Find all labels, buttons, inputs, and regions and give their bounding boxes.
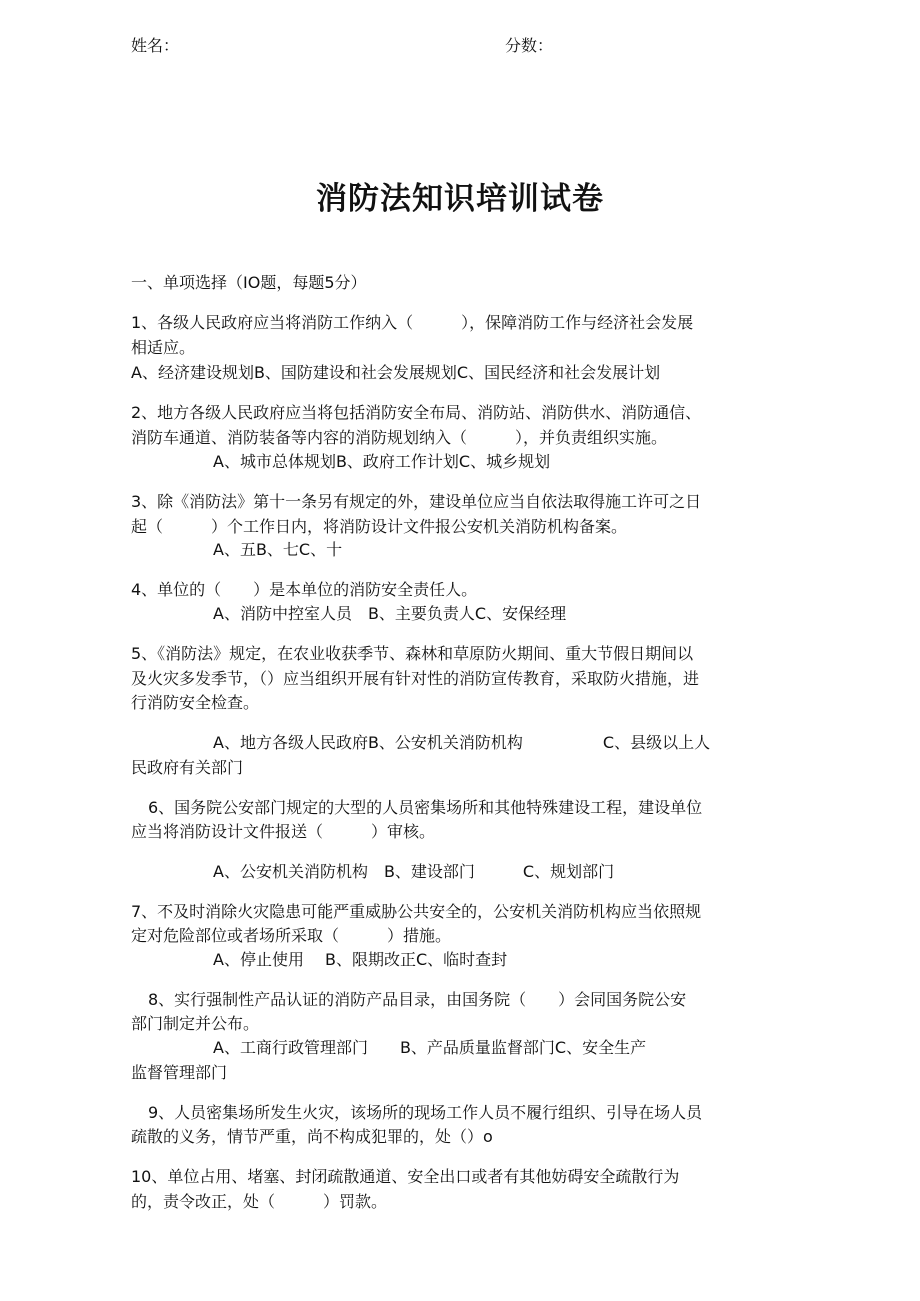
question-6-options: A、公安机关消防机构 B、建设部门 C、规划部门 [213, 862, 615, 881]
question-6-line-2: 应当将消防设计文件报送（ ）审核。 [131, 822, 436, 841]
question-2-options: A、城市总体规划B、政府工作计划C、城乡规划 [213, 452, 551, 471]
question-7-line-2: 定对危险部位或者场所采取（ ）措施。 [131, 926, 452, 945]
question-3-line-2: 起（ ）个工作日内，将消防设计文件报公安机关消防机构备案。 [131, 517, 628, 536]
question-10-line-2: 的，责令改正，处（ ）罚款。 [131, 1192, 388, 1211]
question-1-line-2: 相适应。 [131, 338, 196, 357]
score-label: 分数： [505, 36, 554, 55]
section-heading: 一、单项选择（IO题，每题5分） [131, 273, 367, 292]
question-6-line-1: 6、国务院公安部门规定的大型的人员密集场所和其他特殊建设工程，建设单位 [148, 798, 703, 817]
question-5-options-2: 民政府有关部门 [131, 758, 244, 777]
question-9-line-1: 9、人员密集场所发生火灾，该场所的现场工作人员不履行组织、引导在场人员 [148, 1103, 703, 1122]
question-2-line-2: 消防车通道、消防装备等内容的消防规划纳入（ ），并负责组织实施。 [131, 428, 668, 447]
question-9-line-2: 疏散的义务，情节严重，尚不构成犯罪的，处（）o [131, 1127, 493, 1146]
question-8-line-2: 部门制定并公布。 [131, 1014, 260, 1033]
question-3-line-1: 3、除《消防法》第十一条另有规定的外，建设单位应当自依法取得施工许可之日 [131, 492, 702, 511]
question-3-options: A、五B、七C、十 [213, 540, 343, 559]
question-10-line-1: 10、单位占用、堵塞、封闭疏散通道、安全出口或者有其他妨碍安全疏散行为 [131, 1167, 680, 1186]
question-4-options: A、消防中控室人员 B、主要负责人C、安保经理 [213, 604, 567, 623]
question-5-line-3: 行消防安全检查。 [131, 693, 260, 712]
question-1-line-1: 1、各级人民政府应当将消防工作纳入（ ），保障消防工作与经济社会发展 [131, 313, 694, 332]
question-7-line-1: 7、不及时消除火灾隐患可能严重威胁公共安全的，公安机关消防机构应当依照规 [131, 902, 702, 921]
question-5-line-2: 及火灾多发季节，（）应当组织开展有针对性的消防宣传教育，采取防火措施，进 [131, 669, 700, 688]
question-2-line-1: 2、地方各级人民政府应当将包括消防安全布局、消防站、消防供水、消防通信、 [131, 403, 702, 422]
question-5-line-1: 5、《消防法》规定，在农业收获季节、森林和草原防火期间、重大节假日期间以 [131, 644, 694, 663]
name-label: 姓名： [131, 36, 180, 55]
question-8-options-2: 监督管理部门 [131, 1063, 228, 1082]
question-5-options-1: A、地方各级人民政府B、公安机关消防机构 C、县级以上人 [213, 733, 711, 752]
question-7-options: A、停止使用 B、限期改正C、临时查封 [213, 950, 508, 969]
question-8-line-1: 8、实行强制性产品认证的消防产品目录，由国务院（ ）会同国务院公安 [148, 990, 687, 1009]
page-title: 消防法知识培训试卷 [316, 180, 604, 217]
question-4-line-1: 4、单位的（ ）是本单位的消防安全责任人。 [131, 580, 478, 599]
question-8-options-1: A、工商行政管理部门 B、产品质量监督部门C、安全生产 [213, 1038, 647, 1057]
question-1-options: A、经济建设规划B、国防建设和社会发展规划C、国民经济和社会发展计划 [131, 363, 661, 382]
